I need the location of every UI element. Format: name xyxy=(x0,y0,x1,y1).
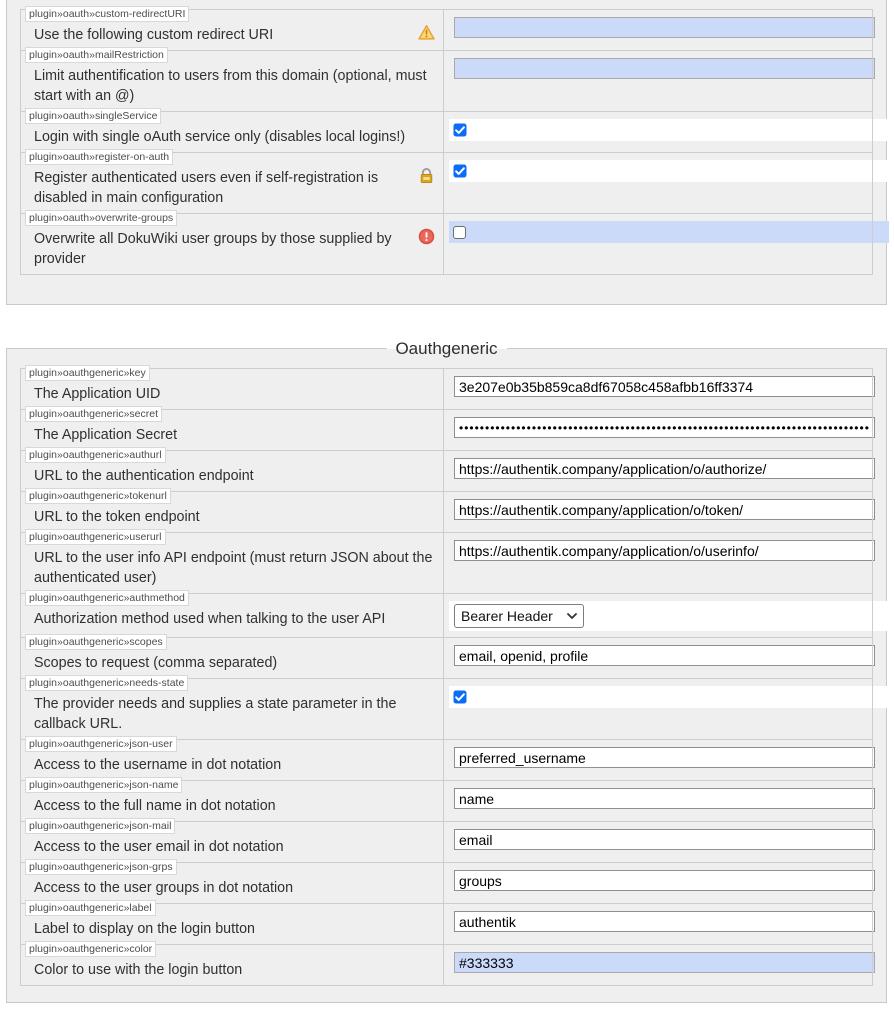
json-name-input[interactable] xyxy=(454,788,875,809)
setting-label: Label to display on the login button xyxy=(34,921,255,937)
setting-value-cell xyxy=(444,740,873,781)
color-input[interactable] xyxy=(454,952,875,973)
setting-label-cell xyxy=(21,214,444,275)
setting-label: Limit authentification to users from this domain (optional, must start with an @) xyxy=(34,68,427,104)
setting-label: Use the following custom redirect URI xyxy=(34,27,274,43)
select-band xyxy=(449,601,889,631)
tokenurl-input[interactable] xyxy=(454,499,875,520)
setting-label: Scopes to request (comma separated) xyxy=(34,655,278,671)
checkbox-band xyxy=(449,686,889,708)
setting-key: plugin»oauthgeneric»color xyxy=(25,941,156,957)
setting-key: plugin»oauthgeneric»userurl xyxy=(25,529,166,545)
setting-row-key xyxy=(21,369,873,410)
setting-value-cell xyxy=(444,492,873,533)
setting-key: plugin»oauthgeneric»scopes xyxy=(25,634,167,650)
setting-label: Access to the username in dot notation xyxy=(34,757,282,773)
setting-label-cell xyxy=(21,410,444,451)
setting-row-json-user xyxy=(21,740,873,781)
setting-row-tokenurl xyxy=(21,492,873,533)
setting-label: Overwrite all DokuWiki user groups by those supplied by provider xyxy=(34,231,392,267)
setting-label-cell xyxy=(21,51,444,112)
checkbox-band xyxy=(449,160,889,182)
error-icon xyxy=(418,228,435,245)
label-input[interactable] xyxy=(454,911,875,932)
setting-value-cell xyxy=(444,410,873,451)
setting-value-cell xyxy=(444,369,873,410)
json-user-input[interactable] xyxy=(454,747,875,768)
register-on-auth-checkbox[interactable] xyxy=(453,164,467,178)
setting-row-scopes xyxy=(21,638,873,679)
setting-key: plugin»oauthgeneric»label xyxy=(25,900,156,916)
setting-label-cell xyxy=(21,492,444,533)
setting-row-userurl xyxy=(21,533,873,594)
setting-value-cell xyxy=(444,945,873,986)
setting-label: Register authenticated users even if self-registration is disabled in main configuration xyxy=(34,170,379,206)
setting-value-cell xyxy=(444,112,873,153)
setting-label-cell xyxy=(21,822,444,863)
setting-label-cell xyxy=(21,945,444,986)
setting-label: Access to the user email in dot notation xyxy=(34,839,284,855)
setting-label-cell xyxy=(21,112,444,153)
setting-row-register-on-auth xyxy=(21,153,873,214)
setting-row-authmethod xyxy=(21,594,873,638)
setting-label-cell xyxy=(21,904,444,945)
setting-key: plugin»oauthgeneric»secret xyxy=(25,406,162,422)
setting-label: Color to use with the login button xyxy=(34,962,243,978)
setting-row-color xyxy=(21,945,873,986)
setting-label-cell xyxy=(21,781,444,822)
setting-row-singleService xyxy=(21,112,873,153)
checkbox-band xyxy=(449,221,889,243)
setting-label-cell xyxy=(21,533,444,594)
setting-key: plugin»oauth»register-on-auth xyxy=(25,149,173,165)
singleService-checkbox[interactable] xyxy=(453,123,467,137)
section-legend: Oauthgeneric xyxy=(386,338,506,359)
setting-value-cell xyxy=(444,451,873,492)
oauth-settings-table xyxy=(20,9,873,275)
checkbox-band xyxy=(449,119,889,141)
setting-label: Login with single oAuth service only (disables local logins!) xyxy=(34,129,406,145)
setting-label: Access to the user groups in dot notation xyxy=(34,880,294,896)
setting-value-cell xyxy=(444,594,873,638)
setting-key: plugin»oauthgeneric»json-name xyxy=(25,777,182,793)
needs-state-checkbox[interactable] xyxy=(453,690,467,704)
setting-key: plugin»oauth»custom-redirectURI xyxy=(25,6,189,22)
setting-value-cell xyxy=(444,533,873,594)
setting-value-cell xyxy=(444,638,873,679)
setting-key: plugin»oauth»singleService xyxy=(25,108,161,124)
json-mail-input[interactable] xyxy=(454,829,875,850)
custom-redirectURI-input[interactable] xyxy=(454,17,875,38)
chevron-down-icon xyxy=(567,613,577,619)
key-input[interactable] xyxy=(454,376,875,397)
setting-label-cell xyxy=(21,638,444,679)
setting-key: plugin»oauthgeneric»json-mail xyxy=(25,818,175,834)
select-value: Bearer Header xyxy=(461,608,553,624)
setting-label-cell xyxy=(21,369,444,410)
setting-row-authurl xyxy=(21,451,873,492)
mailRestriction-input[interactable] xyxy=(454,58,875,79)
setting-label: Authorization method used when talking to the user API xyxy=(34,611,386,627)
setting-key: plugin»oauthgeneric»key xyxy=(25,365,150,381)
section-oauth xyxy=(6,0,887,305)
setting-row-custom-redirectURI xyxy=(21,10,873,51)
setting-key: plugin»oauthgeneric»tokenurl xyxy=(25,488,171,504)
setting-row-json-grps xyxy=(21,863,873,904)
setting-key: plugin»oauthgeneric»json-grps xyxy=(25,859,177,875)
authurl-input[interactable] xyxy=(454,458,875,479)
oauthgeneric-settings-table xyxy=(20,368,873,986)
setting-key: plugin»oauth»mailRestriction xyxy=(25,47,168,63)
json-grps-input[interactable] xyxy=(454,870,875,891)
setting-value-cell xyxy=(444,153,873,214)
locked-icon xyxy=(418,167,435,184)
setting-row-needs-state xyxy=(21,679,873,740)
setting-value-cell xyxy=(444,679,873,740)
warning-icon xyxy=(418,24,435,41)
setting-row-label xyxy=(21,904,873,945)
setting-label: URL to the user info API endpoint (must return JSON about the authenticated user) xyxy=(34,550,433,586)
scopes-input[interactable] xyxy=(454,645,875,666)
setting-label: The Application Secret xyxy=(34,427,178,443)
setting-value-cell xyxy=(444,863,873,904)
setting-label: The Application UID xyxy=(34,386,161,402)
userurl-input[interactable] xyxy=(454,540,875,561)
setting-value-cell xyxy=(444,904,873,945)
setting-key: plugin»oauthgeneric»authurl xyxy=(25,447,166,463)
authmethod-select[interactable] xyxy=(454,604,584,628)
setting-label: URL to the token endpoint xyxy=(34,509,200,525)
setting-label-cell xyxy=(21,863,444,904)
setting-value-cell xyxy=(444,51,873,112)
setting-key: plugin»oauthgeneric»needs-state xyxy=(25,675,188,691)
setting-label: The provider needs and supplies a state parameter in the callback URL. xyxy=(34,696,397,732)
setting-row-mailRestriction xyxy=(21,51,873,112)
setting-key: plugin»oauth»overwrite-groups xyxy=(25,210,177,226)
setting-label-cell xyxy=(21,451,444,492)
setting-label-cell xyxy=(21,153,444,214)
setting-row-secret xyxy=(21,410,873,451)
setting-value-cell xyxy=(444,10,873,51)
setting-value-cell xyxy=(444,214,873,275)
setting-row-json-name xyxy=(21,781,873,822)
section-oauthgeneric xyxy=(6,339,887,1003)
overwrite-groups-checkbox[interactable] xyxy=(453,226,466,239)
secret-input[interactable] xyxy=(454,417,875,438)
setting-label-cell xyxy=(21,740,444,781)
setting-value-cell xyxy=(444,781,873,822)
setting-label-cell xyxy=(21,594,444,638)
setting-label-cell xyxy=(21,679,444,740)
setting-row-json-mail xyxy=(21,822,873,863)
setting-row-overwrite-groups xyxy=(21,214,873,275)
setting-label: URL to the authentication endpoint xyxy=(34,468,254,484)
setting-value-cell xyxy=(444,822,873,863)
setting-label-cell xyxy=(21,10,444,51)
setting-key: plugin»oauthgeneric»json-user xyxy=(25,736,177,752)
setting-label: Access to the full name in dot notation xyxy=(34,798,276,814)
setting-key: plugin»oauthgeneric»authmethod xyxy=(25,590,189,606)
